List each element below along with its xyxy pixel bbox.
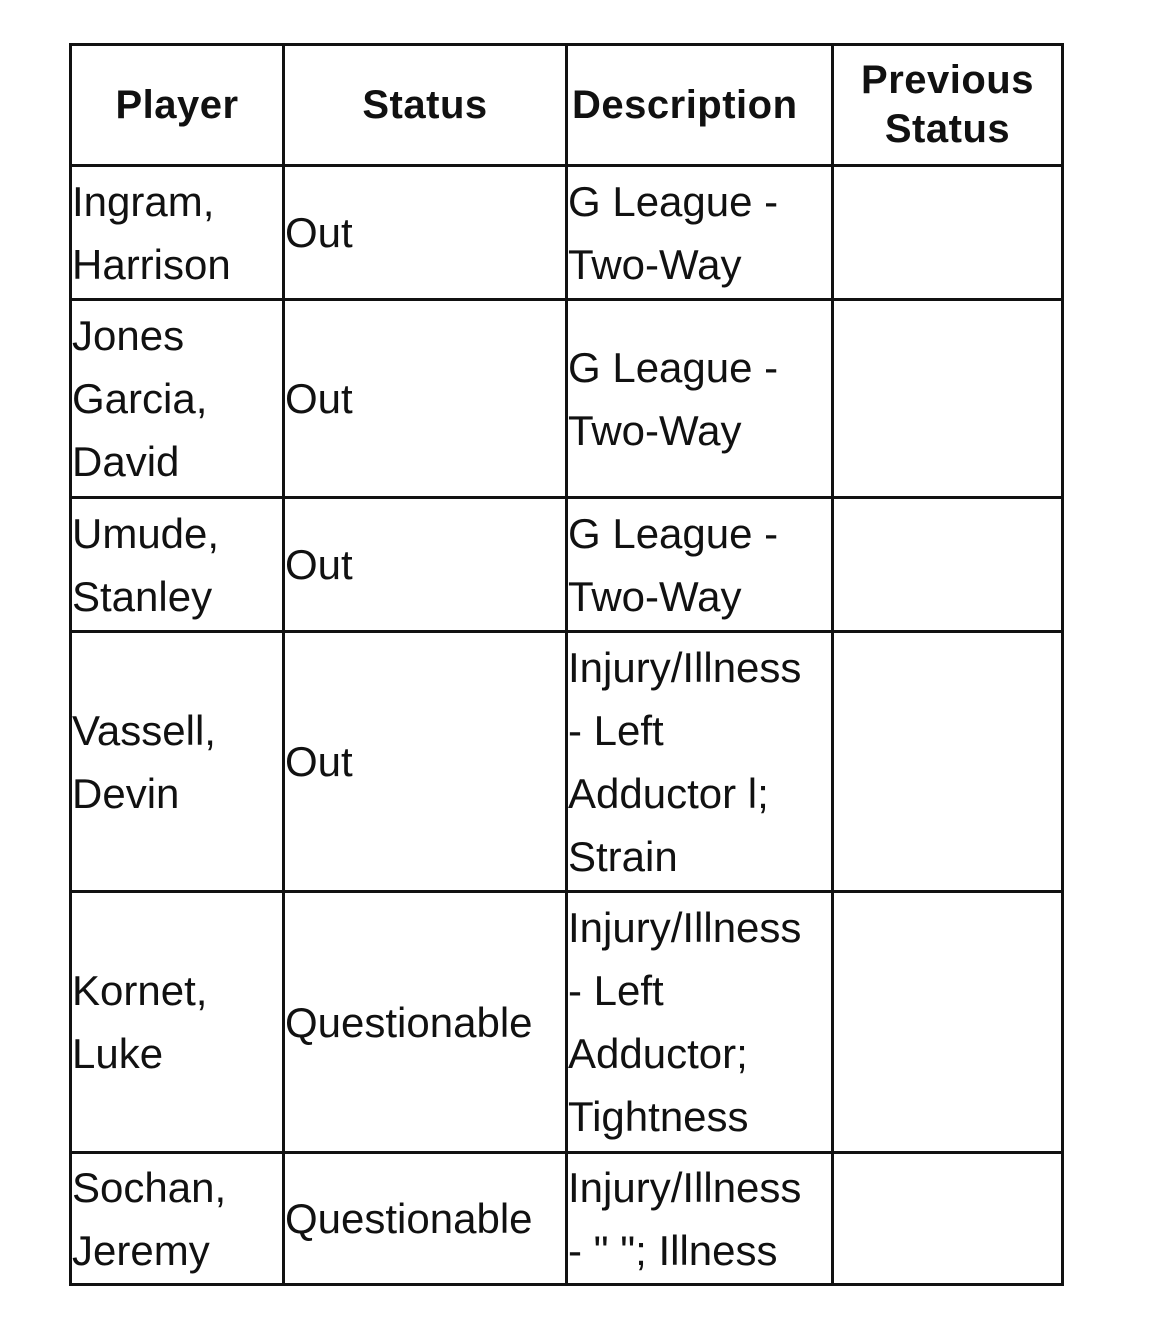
description-line: Injury/Illness bbox=[568, 643, 802, 691]
description-line: G League - bbox=[568, 343, 779, 391]
description-line: Strain bbox=[568, 832, 678, 880]
table-row bbox=[71, 498, 1063, 632]
injury-report bbox=[69, 43, 1061, 1286]
status-cell: Questionable bbox=[284, 1153, 567, 1285]
player-header: Player bbox=[71, 45, 284, 166]
description-header: Description bbox=[567, 45, 833, 166]
status-cell: Out bbox=[284, 498, 567, 632]
description-line: Adductor l; bbox=[568, 769, 769, 817]
previous-status-cell bbox=[833, 1153, 1063, 1285]
status-cell: Questionable bbox=[284, 892, 567, 1153]
status-cell: Out bbox=[284, 632, 567, 892]
table-row bbox=[71, 166, 1063, 300]
player-name-line: Jones bbox=[72, 312, 185, 359]
previous-status-cell bbox=[833, 892, 1063, 1153]
player-name-line: Garcia, bbox=[72, 375, 208, 422]
previous-status-header bbox=[833, 45, 1063, 166]
description-cell bbox=[567, 1153, 833, 1285]
player-name-line: Vassell, bbox=[72, 706, 216, 754]
previous-status-header-line-2: Status bbox=[884, 107, 1011, 151]
player-name-line: Umude, bbox=[72, 509, 220, 557]
previous-status-cell bbox=[833, 498, 1063, 632]
table-row bbox=[71, 632, 1063, 892]
previous-status-cell bbox=[833, 300, 1063, 498]
player-cell bbox=[71, 300, 284, 498]
player-name-line: Jeremy bbox=[72, 1226, 210, 1274]
description-line: G League - bbox=[568, 509, 779, 557]
previous-status-header-line-1: Previous bbox=[861, 58, 1034, 102]
description-line: Injury/Illness bbox=[568, 904, 802, 951]
previous-status-cell bbox=[833, 632, 1063, 892]
player-name-line: Luke bbox=[72, 1030, 164, 1077]
player-cell bbox=[71, 166, 284, 300]
player-cell bbox=[71, 498, 284, 632]
description-line: - Left bbox=[568, 706, 664, 754]
description-cell bbox=[567, 300, 833, 498]
description-line: Injury/Illness bbox=[568, 1163, 802, 1211]
player-name-line: David bbox=[72, 438, 180, 485]
description-line: Two-Way bbox=[568, 572, 742, 620]
status-cell: Out bbox=[284, 166, 567, 300]
description-line: - Left bbox=[568, 967, 664, 1014]
player-cell bbox=[71, 892, 284, 1153]
player-name-line: Devin bbox=[72, 769, 180, 817]
player-cell bbox=[71, 1153, 284, 1285]
header-row bbox=[71, 45, 1063, 166]
description-line: G League - bbox=[568, 177, 779, 225]
description-cell bbox=[567, 498, 833, 632]
description-cell bbox=[567, 632, 833, 892]
table-row bbox=[71, 300, 1063, 498]
player-cell bbox=[71, 632, 284, 892]
player-name-line: Sochan, bbox=[72, 1163, 227, 1211]
table-row bbox=[71, 1153, 1063, 1285]
player-name-line: Ingram, bbox=[72, 177, 215, 225]
description-line: Adductor; bbox=[568, 1030, 748, 1077]
status-cell: Out bbox=[284, 300, 567, 498]
player-name-line: Stanley bbox=[72, 572, 213, 620]
description-line: - " "; Illness bbox=[568, 1226, 778, 1274]
description-line: Two-Way bbox=[568, 406, 742, 454]
description-line: Tightness bbox=[568, 1093, 749, 1140]
description-cell bbox=[567, 892, 833, 1153]
status-header: Status bbox=[284, 45, 567, 166]
description-cell bbox=[567, 166, 833, 300]
previous-status-cell bbox=[833, 166, 1063, 300]
player-name-line: Kornet, bbox=[72, 967, 208, 1014]
table-row bbox=[71, 892, 1063, 1153]
description-line: Two-Way bbox=[568, 240, 742, 288]
player-name-line: Harrison bbox=[72, 240, 231, 288]
injury-report-table bbox=[69, 43, 1064, 1286]
